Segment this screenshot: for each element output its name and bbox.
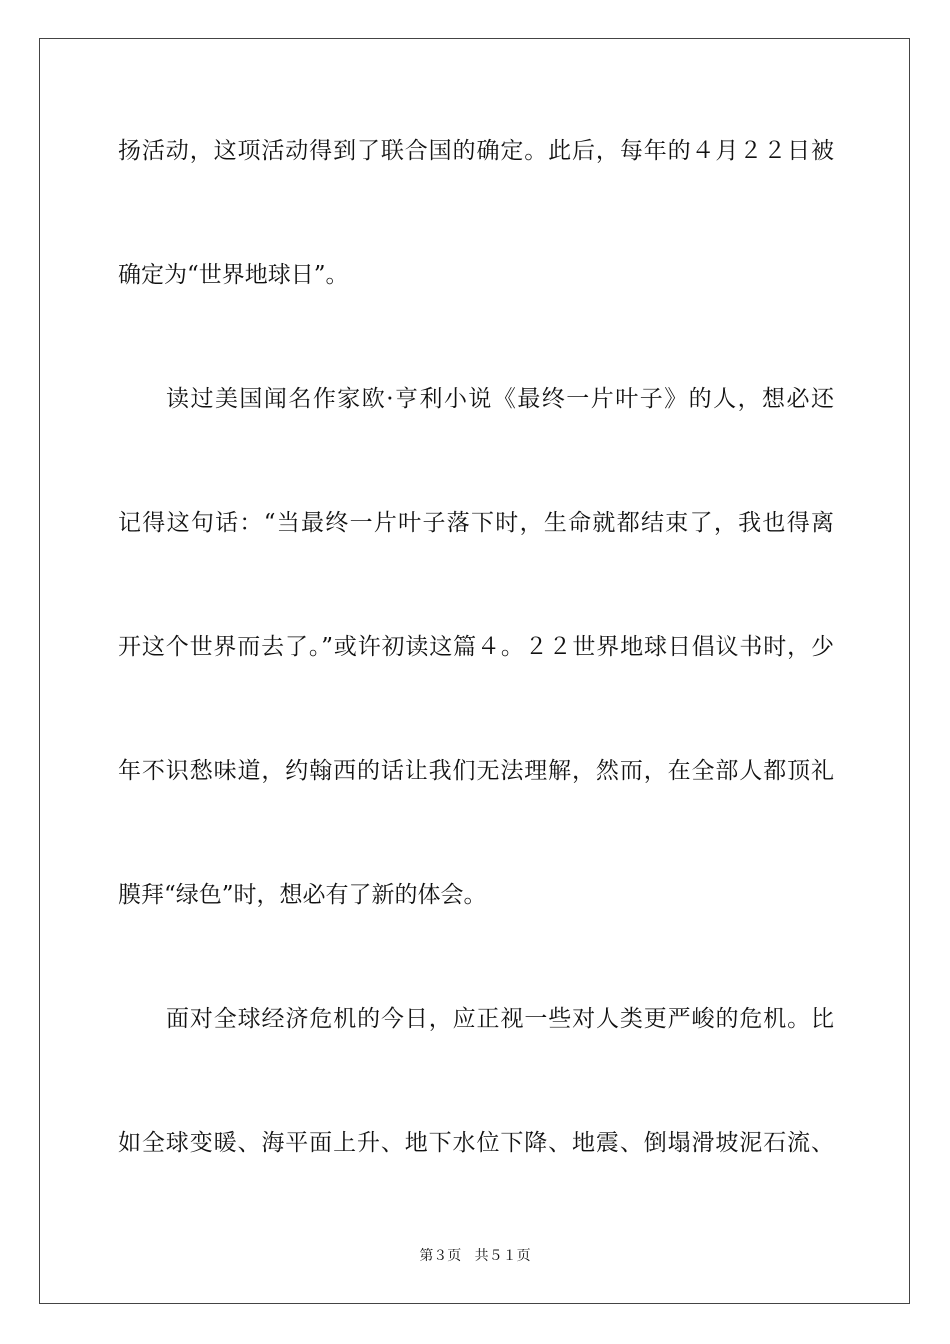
text-line-2: 确定为“世界地球日”。: [118, 262, 349, 288]
text-line-5: 开这个世界而去了。”或许初读这篇４。２２世界地球日倡议书时，少: [118, 634, 834, 660]
text-line-3: 读过美国闻名作家欧·亨利小说《最终一片叶子》的人，想必还: [166, 386, 834, 412]
text-line-9: 如全球变暖、海平面上升、地下水位下降、地震、倒塌滑坡泥石流、: [118, 1130, 834, 1156]
page-number: 第３页: [419, 1248, 462, 1264]
total-pages: 共５１页: [474, 1248, 531, 1264]
page-footer: [0, 1246, 950, 1266]
text-line-8: 面对全球经济危机的今日，应正视一些对人类更严峻的危机。比: [166, 1006, 834, 1032]
text-line-1: 扬活动，这项活动得到了联合国的确定。此后，每年的４月２２日被: [118, 138, 834, 164]
page-border: [39, 38, 910, 1304]
text-line-4: 记得这句话：“当最终一片叶子落下时，生命就都结束了，我也得离: [118, 510, 834, 536]
text-line-6: 年不识愁味道，约翰西的话让我们无法理解，然而，在全部人都顶礼: [118, 758, 834, 784]
text-line-7: 膜拜“绿色”时，想必有了新的体会。: [118, 882, 487, 908]
